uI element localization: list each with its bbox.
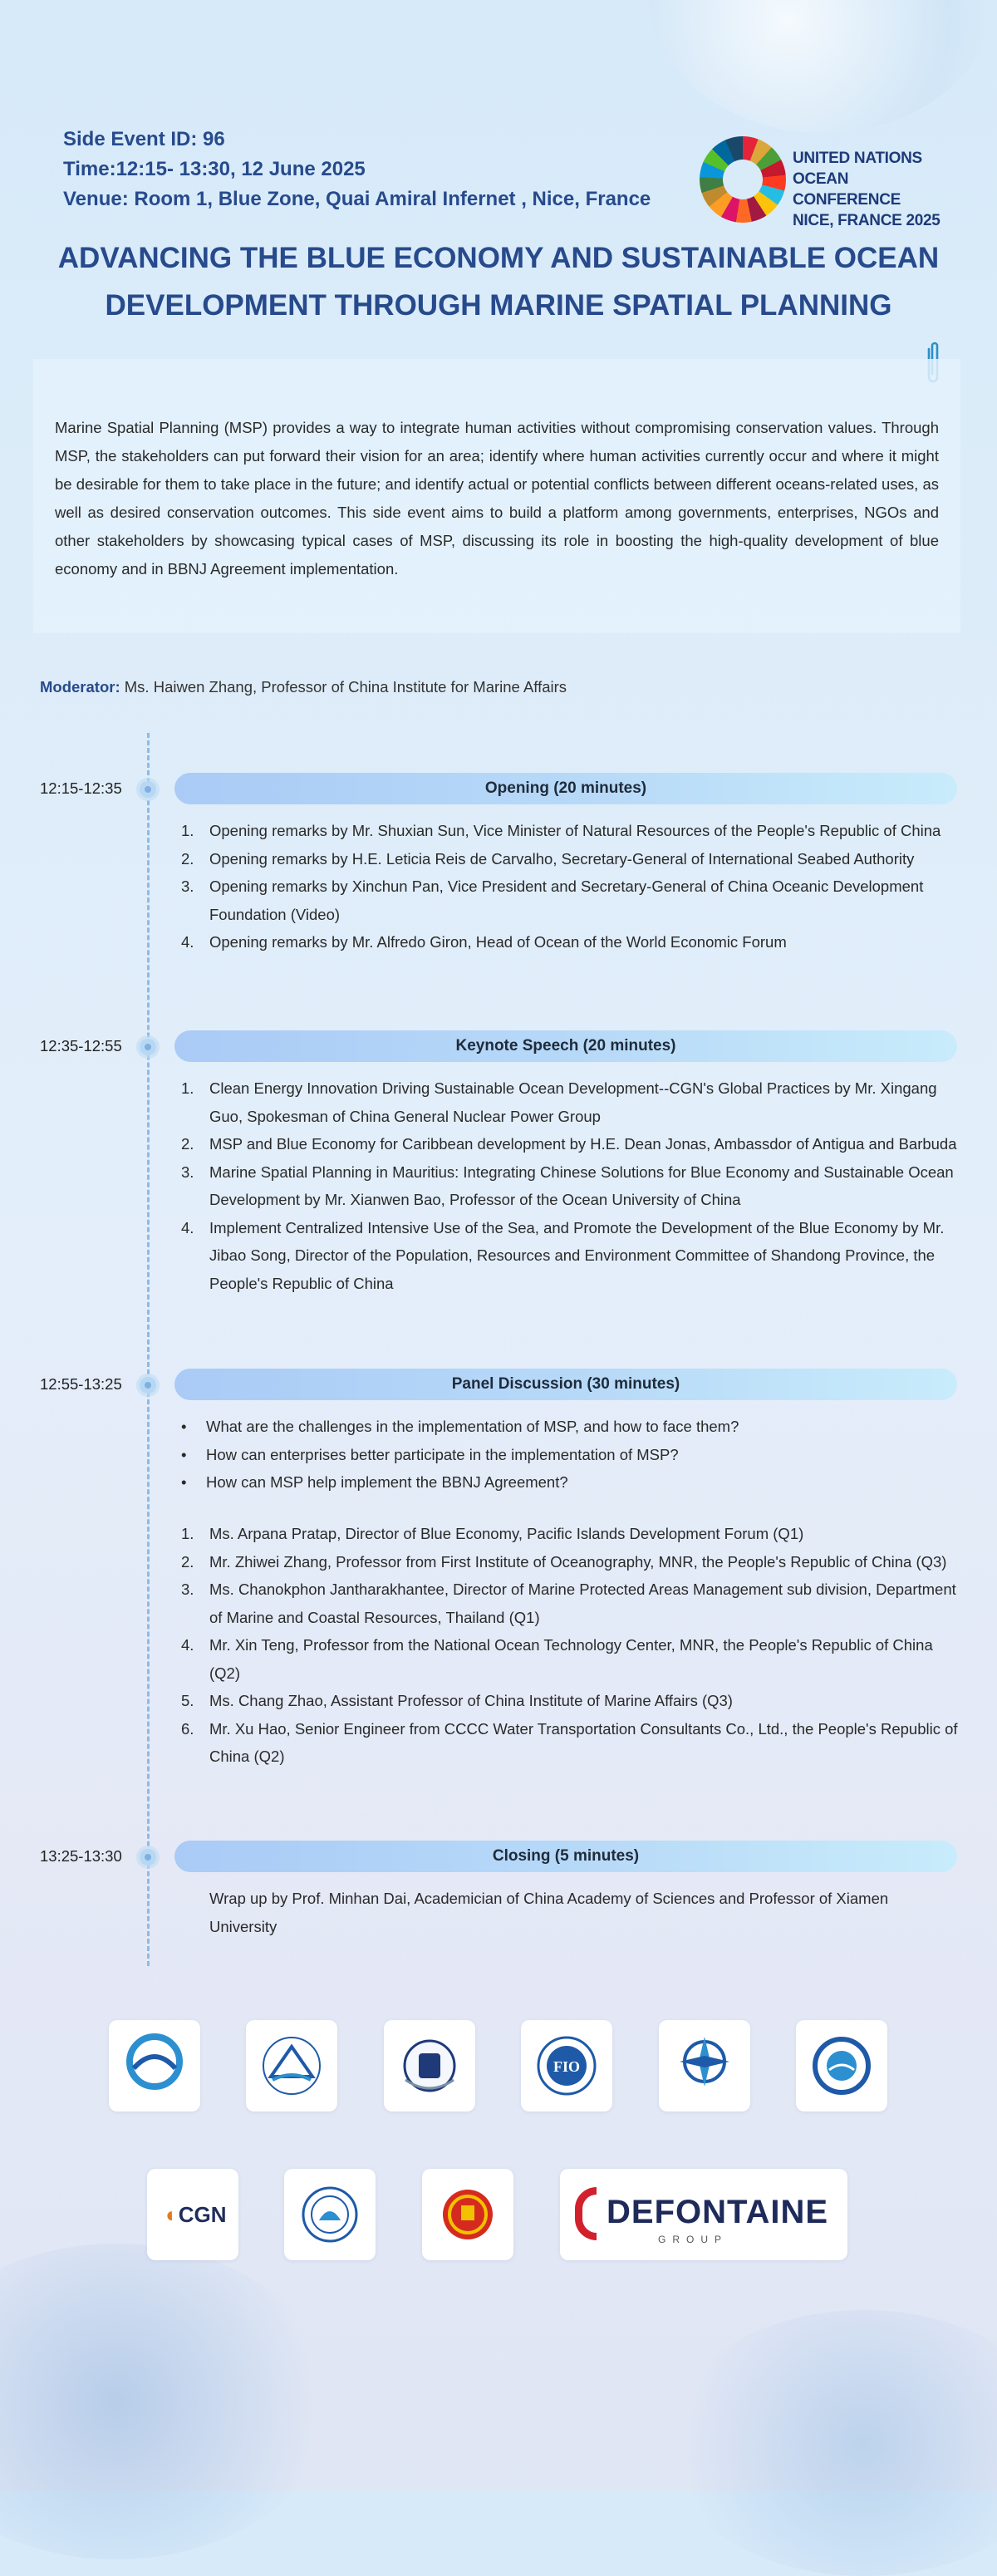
question-item: • How can MSP help implement the BBNJ Agreement? — [181, 1473, 568, 1491]
timeline-dot — [140, 1039, 156, 1055]
question-item: • What are the challenges in the implementation of MSP, and how to face them? — [181, 1418, 739, 1435]
list-item: 2. Opening remarks by H.E. Leticia Reis de Carvalho, Secretary-General of International Seabed Authority — [181, 849, 915, 868]
defontaine-group: GROUP — [658, 2234, 729, 2245]
partner-logo-isa — [384, 2020, 475, 2111]
national-emblem-icon — [422, 2169, 513, 2260]
un-logo-line3: NICE, FRANCE 2025 — [793, 212, 941, 229]
keynote-list — [181, 1074, 962, 1297]
university-seal-icon — [796, 2020, 887, 2111]
partner-logo-ocean-university-of-china — [796, 2020, 887, 2111]
partner-logo-fio — [521, 2020, 612, 2111]
list-item: 5. Ms. Chang Zhao, Assistant Professor of China Institute of Marine Affairs (Q3) — [181, 1692, 733, 1709]
partner-logo-china-oceanic-foundation-seal — [284, 2169, 376, 2260]
intro-panel — [33, 359, 960, 633]
panel-questions — [178, 1413, 959, 1497]
list-item: 4. Mr. Xin Teng, Professor from the National Ocean Technology Center, MNR, the People's Republic of China (Q2) — [181, 1636, 933, 1682]
event-id: Side Event ID: 96 — [63, 128, 225, 150]
list-item: 3. Opening remarks by Xinchun Pan, Vice President and Secretary-General of China Oceanic Development Foundation (Video) — [181, 878, 924, 923]
question-item: • How can enterprises better participate in the implementation of MSP? — [181, 1445, 679, 1463]
timeline-line — [147, 733, 150, 1966]
event-header — [63, 125, 651, 214]
defontaine-name: DEFONTAINE — [607, 2194, 829, 2230]
compass-emblem-icon — [659, 2020, 750, 2111]
seabed-authority-emblem-icon — [384, 2020, 475, 2111]
title-line1: ADVANCING THE BLUE ECONOMY AND SUSTAINABLE OCEAN — [57, 242, 940, 274]
sdg-wheel-icon — [700, 136, 786, 223]
wave-logo-icon — [109, 2020, 200, 2111]
svg-text:FIO: FIO — [553, 2058, 581, 2075]
list-item: 1. Opening remarks by Mr. Shuxian Sun, Vice Minister of Natural Resources of the People's Republic of China — [181, 822, 941, 839]
list-item: 3. Ms. Chanokphon Jantharakhantee, Director of Marine Protected Areas Management sub division, Department of Marine and Coastal Resources, Thailand (Q1) — [181, 1581, 956, 1626]
timeline-dot — [140, 1849, 156, 1866]
section-time: 12:55-13:25 — [40, 1375, 122, 1393]
cgn-logo-text: ◐CGN — [165, 2202, 227, 2227]
timeline-dot — [140, 1377, 156, 1394]
section-title-bar: Closing (5 minutes) — [174, 1841, 957, 1872]
list-item: 6. Mr. Xu Hao, Senior Engineer from CCCC Water Transportation Consultants Co., Ltd., the People's Republic of China (Q2) — [181, 1719, 958, 1765]
closing-text: Wrap up by Prof. Minhan Dai, Academician of China Academy of Sciences and Professor of Xiamen University — [209, 1890, 889, 1935]
list-item: 2. MSP and Blue Economy for Caribbean development by H.E. Dean Jonas, Ambassdor of Antigua and Barbuda — [181, 1135, 957, 1153]
marine-affairs-emblem-icon — [246, 2020, 337, 2111]
decorative-bubble-bottom-right — [665, 2310, 997, 2576]
list-item: 4. Opening remarks by Mr. Alfredo Giron, Head of Ocean of the World Economic Forum — [181, 933, 787, 951]
panel-list — [181, 1520, 962, 1771]
timeline-dot — [140, 781, 156, 798]
partner-logo-cppcc-emblem — [422, 2169, 513, 2260]
moderator — [40, 678, 567, 696]
fio-emblem-icon — [521, 2020, 612, 2111]
list-item: 4. Implement Centralized Intensive Use of the Sea, and Promote the Development of the Blue Economy by Mr. Jibao Song, Director of the Population, Resources and Environment Committee of Shandong Province, the People's Republic of China — [181, 1218, 945, 1292]
un-logo-line2: OCEAN CONFERENCE — [793, 170, 901, 209]
un-ocean-conference-logo — [700, 136, 941, 229]
section-time: 13:25-13:30 — [40, 1847, 122, 1865]
section-title-bar: Opening (20 minutes) — [174, 773, 957, 804]
title-line2: DEVELOPMENT THROUGH MARINE SPATIAL PLANNING — [105, 289, 892, 322]
partner-logo-defontaine — [560, 2169, 847, 2260]
event-venue: Venue: Room 1, Blue Zone, Quai Amiral Infernet , Nice, France — [63, 188, 651, 210]
list-item: 3. Marine Spatial Planning in Mauritius: Integrating Chinese Solutions for Blue Economy and Sustainable Ocean Development by Mr. Xianwen Bao, Professor of the Ocean University of China — [181, 1163, 954, 1208]
opening-list — [181, 817, 962, 956]
partner-logo-china-oceanic-development-foundation — [109, 2020, 200, 2111]
list-item: 1. Clean Energy Innovation Driving Sustainable Ocean Development--CGN's Global Practices by Mr. Xingang Guo, Spokesman of China General Nuclear Power Group — [181, 1079, 937, 1125]
intro-text: Marine Spatial Planning (MSP) provides a way to integrate human activities without compromising conservation values. Through MSP, the stakeholders can put forward their vision for an area; identify where human activities currently occur and where it might be desirable for them to take place in the future; and identify actual or potential conflicts between different oceans-related uses, as well as desired conservation outcomes. This side event aims to build a platform among governments, enterprises, NGOs and other stakeholders by showcasing typical cases of MSP, discussing its role in boosting the high-quality development of blue economy and in BBNJ Agreement implementation. — [55, 419, 939, 578]
defontaine-mark-icon — [575, 2187, 597, 2240]
foundation-seal-icon — [284, 2169, 376, 2260]
event-time: Time:12:15- 13:30, 12 June 2025 — [63, 158, 366, 180]
section-title-bar: Keynote Speech (20 minutes) — [174, 1030, 957, 1062]
moderator-label: Moderator: — [40, 678, 120, 696]
un-logo-text — [793, 148, 941, 231]
un-logo-line1: UNITED NATIONS — [793, 150, 922, 167]
partner-logo-china-institute-marine-affairs — [246, 2020, 337, 2111]
moderator-value: Ms. Haiwen Zhang, Professor of China Institute for Marine Affairs — [120, 678, 567, 696]
page-title — [33, 234, 964, 329]
section-time: 12:15-12:35 — [40, 779, 122, 797]
section-time: 12:35-12:55 — [40, 1037, 122, 1054]
partner-logo-national-ocean-technology-center — [659, 2020, 750, 2111]
list-item: 1. Ms. Arpana Pratap, Director of Blue Economy, Pacific Islands Development Forum (Q1) — [181, 1525, 804, 1542]
decorative-bubble-top — [648, 0, 997, 133]
section-title-bar: Panel Discussion (30 minutes) — [174, 1369, 957, 1400]
partner-logo-cgn — [147, 2169, 238, 2260]
decorative-bubble-bottom-left — [0, 2244, 332, 2559]
list-item: 2. Mr. Zhiwei Zhang, Professor from First Institute of Oceanography, MNR, the People's Republic of China (Q3) — [181, 1552, 947, 1571]
